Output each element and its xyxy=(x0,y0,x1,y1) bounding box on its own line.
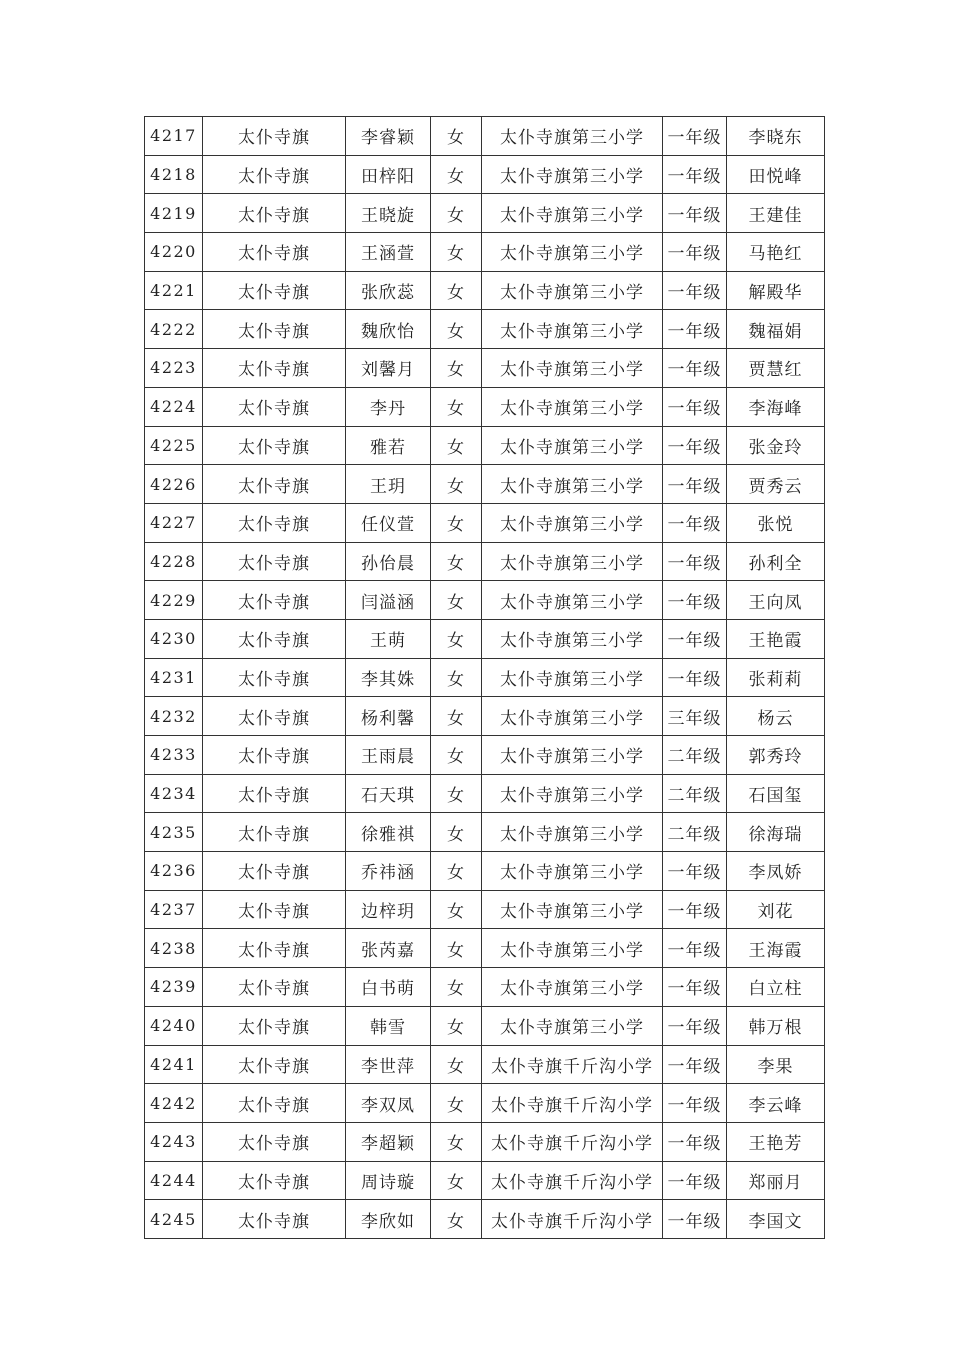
row-number-cell: 4222 xyxy=(145,310,203,349)
district-cell: 太仆寺旗 xyxy=(203,1084,346,1123)
table-row xyxy=(145,697,825,736)
guardian-name-cell: 贾慧红 xyxy=(727,349,825,388)
table-row xyxy=(145,1161,825,1200)
gender-cell: 女 xyxy=(431,503,482,542)
district-cell: 太仆寺旗 xyxy=(203,310,346,349)
gender-cell: 女 xyxy=(431,310,482,349)
row-number-cell: 4233 xyxy=(145,736,203,775)
district-cell: 太仆寺旗 xyxy=(203,658,346,697)
student-name-cell: 周诗璇 xyxy=(346,1161,431,1200)
guardian-name-cell: 魏福娟 xyxy=(727,310,825,349)
district-cell: 太仆寺旗 xyxy=(203,697,346,736)
row-number-cell: 4231 xyxy=(145,658,203,697)
table-row xyxy=(145,774,825,813)
row-number-cell: 4225 xyxy=(145,426,203,465)
grade-cell: 三年级 xyxy=(663,697,727,736)
grade-cell: 一年级 xyxy=(663,117,727,156)
table-row xyxy=(145,465,825,504)
gender-cell: 女 xyxy=(431,1006,482,1045)
gender-cell: 女 xyxy=(431,233,482,272)
table-row xyxy=(145,117,825,156)
grade-cell: 一年级 xyxy=(663,542,727,581)
guardian-name-cell: 刘花 xyxy=(727,890,825,929)
row-number-cell: 4228 xyxy=(145,542,203,581)
row-number-cell: 4232 xyxy=(145,697,203,736)
district-cell: 太仆寺旗 xyxy=(203,542,346,581)
school-cell: 太仆寺旗第三小学 xyxy=(482,310,663,349)
gender-cell: 女 xyxy=(431,968,482,1007)
table-row xyxy=(145,233,825,272)
student-name-cell: 李双凤 xyxy=(346,1084,431,1123)
gender-cell: 女 xyxy=(431,581,482,620)
student-name-cell: 李超颖 xyxy=(346,1122,431,1161)
gender-cell: 女 xyxy=(431,852,482,891)
district-cell: 太仆寺旗 xyxy=(203,349,346,388)
district-cell: 太仆寺旗 xyxy=(203,233,346,272)
guardian-name-cell: 马艳红 xyxy=(727,233,825,272)
school-cell: 太仆寺旗千斤沟小学 xyxy=(482,1200,663,1239)
guardian-name-cell: 张金玲 xyxy=(727,426,825,465)
student-name-cell: 韩雪 xyxy=(346,1006,431,1045)
row-number-cell: 4226 xyxy=(145,465,203,504)
student-name-cell: 李世萍 xyxy=(346,1045,431,1084)
guardian-name-cell: 李晓东 xyxy=(727,117,825,156)
student-name-cell: 边梓玥 xyxy=(346,890,431,929)
grade-cell: 一年级 xyxy=(663,852,727,891)
district-cell: 太仆寺旗 xyxy=(203,1161,346,1200)
row-number-cell: 4224 xyxy=(145,387,203,426)
table-row xyxy=(145,1045,825,1084)
school-cell: 太仆寺旗第三小学 xyxy=(482,233,663,272)
school-cell: 太仆寺旗第三小学 xyxy=(482,542,663,581)
guardian-name-cell: 解殿华 xyxy=(727,271,825,310)
gender-cell: 女 xyxy=(431,465,482,504)
gender-cell: 女 xyxy=(431,1200,482,1239)
guardian-name-cell: 李云峰 xyxy=(727,1084,825,1123)
gender-cell: 女 xyxy=(431,1122,482,1161)
grade-cell: 一年级 xyxy=(663,194,727,233)
school-cell: 太仆寺旗第三小学 xyxy=(482,852,663,891)
student-name-cell: 杨利馨 xyxy=(346,697,431,736)
grade-cell: 一年级 xyxy=(663,233,727,272)
guardian-name-cell: 王向凤 xyxy=(727,581,825,620)
student-name-cell: 雅若 xyxy=(346,426,431,465)
student-name-cell: 白书萌 xyxy=(346,968,431,1007)
gender-cell: 女 xyxy=(431,194,482,233)
guardian-name-cell: 王艳霞 xyxy=(727,619,825,658)
row-number-cell: 4242 xyxy=(145,1084,203,1123)
row-number-cell: 4223 xyxy=(145,349,203,388)
school-cell: 太仆寺旗第三小学 xyxy=(482,503,663,542)
guardian-name-cell: 王艳芳 xyxy=(727,1122,825,1161)
student-name-cell: 石天琪 xyxy=(346,774,431,813)
grade-cell: 一年级 xyxy=(663,1084,727,1123)
gender-cell: 女 xyxy=(431,890,482,929)
guardian-name-cell: 石国玺 xyxy=(727,774,825,813)
guardian-name-cell: 贾秀云 xyxy=(727,465,825,504)
grade-cell: 一年级 xyxy=(663,658,727,697)
student-name-cell: 王萌 xyxy=(346,619,431,658)
guardian-name-cell: 张悦 xyxy=(727,503,825,542)
table-row xyxy=(145,890,825,929)
district-cell: 太仆寺旗 xyxy=(203,117,346,156)
district-cell: 太仆寺旗 xyxy=(203,929,346,968)
school-cell: 太仆寺旗千斤沟小学 xyxy=(482,1161,663,1200)
grade-cell: 一年级 xyxy=(663,310,727,349)
student-name-cell: 乔祎涵 xyxy=(346,852,431,891)
gender-cell: 女 xyxy=(431,1084,482,1123)
row-number-cell: 4236 xyxy=(145,852,203,891)
gender-cell: 女 xyxy=(431,542,482,581)
school-cell: 太仆寺旗第三小学 xyxy=(482,426,663,465)
grade-cell: 一年级 xyxy=(663,155,727,194)
district-cell: 太仆寺旗 xyxy=(203,1045,346,1084)
student-name-cell: 孙佁晨 xyxy=(346,542,431,581)
row-number-cell: 4227 xyxy=(145,503,203,542)
gender-cell: 女 xyxy=(431,271,482,310)
district-cell: 太仆寺旗 xyxy=(203,890,346,929)
table-row xyxy=(145,155,825,194)
table-row xyxy=(145,387,825,426)
district-cell: 太仆寺旗 xyxy=(203,581,346,620)
row-number-cell: 4235 xyxy=(145,813,203,852)
row-number-cell: 4240 xyxy=(145,1006,203,1045)
grade-cell: 一年级 xyxy=(663,426,727,465)
student-name-cell: 王晓旋 xyxy=(346,194,431,233)
district-cell: 太仆寺旗 xyxy=(203,968,346,1007)
table-row xyxy=(145,968,825,1007)
table-row xyxy=(145,426,825,465)
school-cell: 太仆寺旗千斤沟小学 xyxy=(482,1045,663,1084)
district-cell: 太仆寺旗 xyxy=(203,465,346,504)
student-name-cell: 张欣蕊 xyxy=(346,271,431,310)
guardian-name-cell: 王建佳 xyxy=(727,194,825,233)
grade-cell: 二年级 xyxy=(663,813,727,852)
grade-cell: 一年级 xyxy=(663,1045,727,1084)
table-row xyxy=(145,581,825,620)
guardian-name-cell: 李国文 xyxy=(727,1200,825,1239)
student-name-cell: 王涵萱 xyxy=(346,233,431,272)
guardian-name-cell: 韩万根 xyxy=(727,1006,825,1045)
row-number-cell: 4218 xyxy=(145,155,203,194)
table-row xyxy=(145,736,825,775)
table-row xyxy=(145,271,825,310)
grade-cell: 一年级 xyxy=(663,581,727,620)
table-row xyxy=(145,852,825,891)
table-row xyxy=(145,349,825,388)
grade-cell: 一年级 xyxy=(663,968,727,1007)
table-row xyxy=(145,1122,825,1161)
gender-cell: 女 xyxy=(431,1161,482,1200)
grade-cell: 一年级 xyxy=(663,349,727,388)
gender-cell: 女 xyxy=(431,426,482,465)
district-cell: 太仆寺旗 xyxy=(203,426,346,465)
district-cell: 太仆寺旗 xyxy=(203,271,346,310)
row-number-cell: 4229 xyxy=(145,581,203,620)
school-cell: 太仆寺旗千斤沟小学 xyxy=(482,1084,663,1123)
school-cell: 太仆寺旗第三小学 xyxy=(482,1006,663,1045)
grade-cell: 一年级 xyxy=(663,890,727,929)
student-name-cell: 张芮嘉 xyxy=(346,929,431,968)
guardian-name-cell: 郭秀玲 xyxy=(727,736,825,775)
district-cell: 太仆寺旗 xyxy=(203,852,346,891)
district-cell: 太仆寺旗 xyxy=(203,387,346,426)
school-cell: 太仆寺旗第三小学 xyxy=(482,929,663,968)
gender-cell: 女 xyxy=(431,349,482,388)
school-cell: 太仆寺旗第三小学 xyxy=(482,581,663,620)
row-number-cell: 4234 xyxy=(145,774,203,813)
school-cell: 太仆寺旗第三小学 xyxy=(482,387,663,426)
district-cell: 太仆寺旗 xyxy=(203,774,346,813)
student-name-cell: 徐雅祺 xyxy=(346,813,431,852)
student-name-cell: 李睿颖 xyxy=(346,117,431,156)
student-name-cell: 李欣如 xyxy=(346,1200,431,1239)
gender-cell: 女 xyxy=(431,658,482,697)
gender-cell: 女 xyxy=(431,774,482,813)
grade-cell: 二年级 xyxy=(663,774,727,813)
gender-cell: 女 xyxy=(431,697,482,736)
grade-cell: 一年级 xyxy=(663,1200,727,1239)
table-row xyxy=(145,310,825,349)
school-cell: 太仆寺旗第三小学 xyxy=(482,736,663,775)
row-number-cell: 4219 xyxy=(145,194,203,233)
row-number-cell: 4241 xyxy=(145,1045,203,1084)
student-name-cell: 魏欣怡 xyxy=(346,310,431,349)
table-row xyxy=(145,503,825,542)
school-cell: 太仆寺旗第三小学 xyxy=(482,117,663,156)
guardian-name-cell: 孙利全 xyxy=(727,542,825,581)
table-row xyxy=(145,542,825,581)
grade-cell: 一年级 xyxy=(663,503,727,542)
grade-cell: 一年级 xyxy=(663,1161,727,1200)
school-cell: 太仆寺旗第三小学 xyxy=(482,465,663,504)
grade-cell: 一年级 xyxy=(663,1006,727,1045)
gender-cell: 女 xyxy=(431,1045,482,1084)
grade-cell: 一年级 xyxy=(663,619,727,658)
district-cell: 太仆寺旗 xyxy=(203,194,346,233)
roster-body xyxy=(145,117,825,1239)
guardian-name-cell: 张莉莉 xyxy=(727,658,825,697)
district-cell: 太仆寺旗 xyxy=(203,1122,346,1161)
district-cell: 太仆寺旗 xyxy=(203,1006,346,1045)
school-cell: 太仆寺旗第三小学 xyxy=(482,271,663,310)
table-row xyxy=(145,619,825,658)
guardian-name-cell: 白立柱 xyxy=(727,968,825,1007)
table-row xyxy=(145,658,825,697)
school-cell: 太仆寺旗第三小学 xyxy=(482,813,663,852)
grade-cell: 二年级 xyxy=(663,736,727,775)
gender-cell: 女 xyxy=(431,736,482,775)
row-number-cell: 4230 xyxy=(145,619,203,658)
table-row xyxy=(145,194,825,233)
grade-cell: 一年级 xyxy=(663,465,727,504)
grade-cell: 一年级 xyxy=(663,271,727,310)
guardian-name-cell: 王海霞 xyxy=(727,929,825,968)
row-number-cell: 4243 xyxy=(145,1122,203,1161)
table-row xyxy=(145,813,825,852)
student-name-cell: 王玥 xyxy=(346,465,431,504)
row-number-cell: 4220 xyxy=(145,233,203,272)
student-name-cell: 田梓阳 xyxy=(346,155,431,194)
school-cell: 太仆寺旗第三小学 xyxy=(482,968,663,1007)
gender-cell: 女 xyxy=(431,155,482,194)
district-cell: 太仆寺旗 xyxy=(203,619,346,658)
gender-cell: 女 xyxy=(431,929,482,968)
gender-cell: 女 xyxy=(431,117,482,156)
row-number-cell: 4221 xyxy=(145,271,203,310)
row-number-cell: 4245 xyxy=(145,1200,203,1239)
school-cell: 太仆寺旗千斤沟小学 xyxy=(482,1122,663,1161)
guardian-name-cell: 田悦峰 xyxy=(727,155,825,194)
table-row xyxy=(145,1200,825,1239)
guardian-name-cell: 李海峰 xyxy=(727,387,825,426)
district-cell: 太仆寺旗 xyxy=(203,503,346,542)
school-cell: 太仆寺旗第三小学 xyxy=(482,658,663,697)
row-number-cell: 4238 xyxy=(145,929,203,968)
school-cell: 太仆寺旗第三小学 xyxy=(482,155,663,194)
row-number-cell: 4217 xyxy=(145,117,203,156)
table-row xyxy=(145,1084,825,1123)
school-cell: 太仆寺旗第三小学 xyxy=(482,349,663,388)
row-number-cell: 4239 xyxy=(145,968,203,1007)
district-cell: 太仆寺旗 xyxy=(203,155,346,194)
guardian-name-cell: 杨云 xyxy=(727,697,825,736)
grade-cell: 一年级 xyxy=(663,387,727,426)
student-name-cell: 刘馨月 xyxy=(346,349,431,388)
gender-cell: 女 xyxy=(431,813,482,852)
school-cell: 太仆寺旗第三小学 xyxy=(482,619,663,658)
row-number-cell: 4244 xyxy=(145,1161,203,1200)
district-cell: 太仆寺旗 xyxy=(203,813,346,852)
school-cell: 太仆寺旗第三小学 xyxy=(482,697,663,736)
school-cell: 太仆寺旗第三小学 xyxy=(482,774,663,813)
guardian-name-cell: 郑丽月 xyxy=(727,1161,825,1200)
student-name-cell: 王雨晨 xyxy=(346,736,431,775)
student-name-cell: 李丹 xyxy=(346,387,431,426)
grade-cell: 一年级 xyxy=(663,1122,727,1161)
student-name-cell: 李其姝 xyxy=(346,658,431,697)
school-cell: 太仆寺旗第三小学 xyxy=(482,194,663,233)
row-number-cell: 4237 xyxy=(145,890,203,929)
guardian-name-cell: 李果 xyxy=(727,1045,825,1084)
table-row xyxy=(145,1006,825,1045)
student-name-cell: 任仪萱 xyxy=(346,503,431,542)
gender-cell: 女 xyxy=(431,619,482,658)
gender-cell: 女 xyxy=(431,387,482,426)
district-cell: 太仆寺旗 xyxy=(203,1200,346,1239)
district-cell: 太仆寺旗 xyxy=(203,736,346,775)
guardian-name-cell: 李凤娇 xyxy=(727,852,825,891)
guardian-name-cell: 徐海瑞 xyxy=(727,813,825,852)
student-roster-table xyxy=(144,116,825,1239)
student-name-cell: 闫溢涵 xyxy=(346,581,431,620)
table-row xyxy=(145,929,825,968)
grade-cell: 一年级 xyxy=(663,929,727,968)
school-cell: 太仆寺旗第三小学 xyxy=(482,890,663,929)
